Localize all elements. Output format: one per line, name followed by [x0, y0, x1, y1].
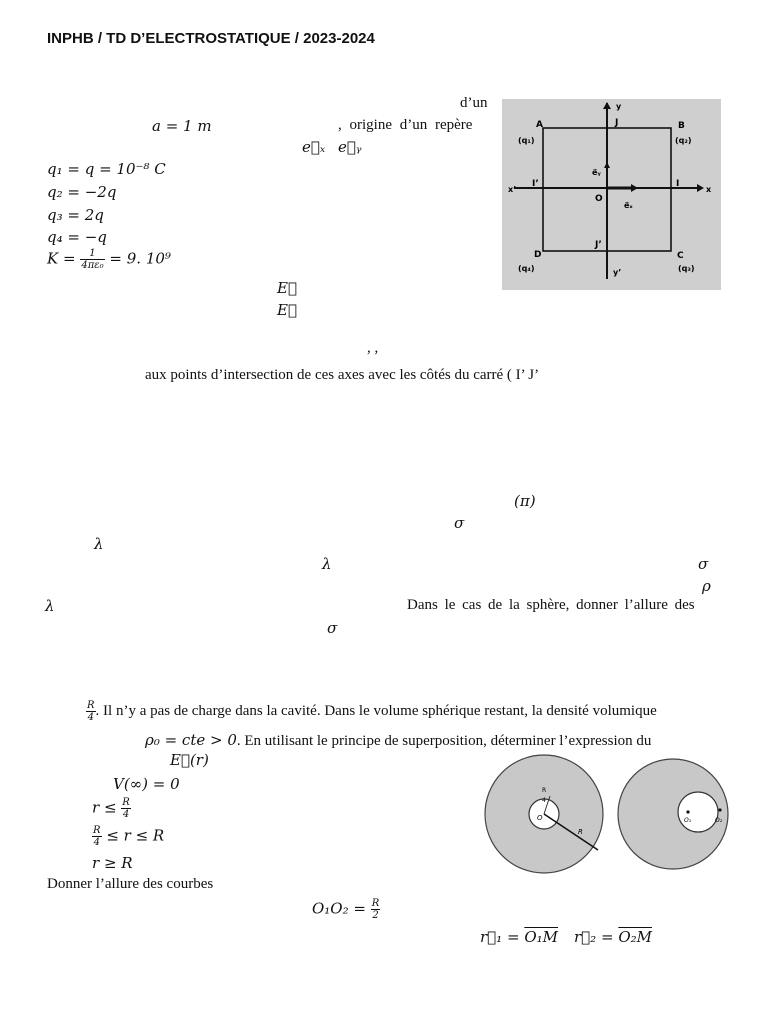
o1o2-label: O₁O₂ = — [312, 899, 366, 918]
charge-q4: q₄ = −q — [47, 228, 107, 246]
region-mid-num: R — [93, 825, 101, 836]
label-O1: O₁ — [684, 817, 692, 824]
label-q1: (q₁) — [518, 136, 535, 145]
sigma-1: σ — [454, 514, 465, 532]
lambda-3: λ — [45, 597, 55, 615]
square-charge-figure — [502, 99, 721, 290]
sphere-figures-svg — [480, 752, 730, 878]
label-D: D — [534, 250, 542, 260]
label-R-left: R — [578, 828, 583, 836]
o1o2-fraction — [371, 898, 381, 921]
range-mid: ≤ r ≤ R — [106, 826, 165, 845]
label-q4: (q₄) — [518, 264, 535, 273]
label-ey: e⃗ᵧ — [592, 168, 601, 177]
k-den: 4πε₀ — [81, 260, 104, 271]
o1o2-num: R — [371, 898, 380, 909]
field-vector-1: E⃗ — [277, 279, 297, 297]
ey-arrow-head — [604, 162, 610, 168]
commas: , , — [367, 340, 379, 356]
charge-q3: q₃ = 2q — [47, 206, 104, 224]
label-r4-den: 4 — [542, 797, 546, 804]
label-x-prime: x’ — [508, 185, 517, 194]
text-dun: d’un — [460, 95, 488, 111]
k-right: = 9. 10⁹ — [109, 249, 171, 268]
r-le: r ≤ — [92, 798, 117, 817]
label-y: y — [616, 102, 622, 111]
o1o2-distance — [312, 898, 380, 921]
r4-fraction — [86, 700, 96, 723]
r4-num: R — [87, 700, 95, 711]
unit-vector-ex: e⃗ₓ — [302, 138, 326, 156]
page-title: INPHB / TD D’ELECTROSTATIQUE / 2023-2024 — [47, 30, 375, 47]
k-num: 1 — [80, 248, 104, 260]
center-o1-dot — [686, 810, 689, 813]
label-A: A — [536, 120, 543, 130]
region-inner-num: R — [122, 797, 130, 808]
x-axis-arrow — [697, 184, 704, 192]
region-mid-fraction — [92, 825, 102, 848]
region-inner — [92, 797, 131, 820]
region-inner-fraction — [121, 797, 131, 820]
label-ex: e⃗ₓ — [624, 201, 633, 210]
charge-q2: q₂ = −2q — [47, 183, 117, 201]
label-J-prime: J’ — [595, 240, 602, 250]
label-O2: O₂ — [715, 817, 723, 824]
vector-r1 — [480, 928, 558, 946]
ex3-line2-text: . En utilisant le principe de superposition, déterminer l’expression du — [236, 733, 652, 749]
plane-pi: (π) — [514, 492, 536, 510]
ex3-line1-text: . Il n’y a pas de charge dans la cavité. Dans le volume sphérique restant, la densité volumique — [95, 702, 657, 719]
charge-q1: q₁ = q = 10⁻⁸ C — [47, 160, 166, 178]
sigma-2: σ — [698, 555, 709, 573]
square-figure-svg — [502, 99, 721, 290]
label-J: J — [615, 118, 619, 128]
side-length: a = 1 m — [152, 117, 212, 135]
label-I-prime: I’ — [532, 179, 539, 189]
text-intersection: aux points d’intersection de ces axes avec les côtés du carré ( I’ J’ — [145, 367, 540, 383]
lambda-2: λ — [322, 555, 332, 573]
unit-vector-ey: e⃗ᵧ — [338, 138, 362, 156]
region-middle — [92, 825, 164, 848]
field-Er: E⃗(r) — [170, 751, 209, 769]
rho: ρ — [702, 577, 711, 595]
y-axis-arrow — [603, 102, 611, 109]
label-x: x — [706, 185, 712, 194]
label-O: O — [595, 194, 603, 204]
rho0: ρ₀ = cte > 0 — [145, 731, 237, 749]
o1o2-den: 2 — [372, 910, 379, 921]
label-B: B — [678, 121, 685, 131]
lambda-1: λ — [94, 535, 104, 553]
sigma-3: σ — [327, 619, 338, 637]
ex3-line2 — [145, 731, 651, 750]
coulomb-constant — [47, 248, 171, 271]
region-inner-den: 4 — [122, 809, 130, 820]
cavity-right — [678, 792, 718, 832]
ex-arrow-head — [631, 184, 638, 192]
text-sphere: Dans le cas de la sphère, donner l’allure des — [407, 597, 695, 613]
r4-den: 4 — [87, 712, 94, 723]
potential-infinity: V(∞) = 0 — [113, 775, 180, 793]
k-fraction — [80, 248, 104, 271]
region-mid-den: 4 — [93, 837, 100, 848]
o2m: O₂M — [618, 928, 652, 946]
label-C: C — [677, 251, 684, 261]
r1-label: r⃗₁ = — [480, 928, 520, 946]
label-I: I — [676, 179, 680, 189]
label-y-prime: y’ — [613, 268, 622, 277]
o1m: O₁M — [524, 928, 558, 946]
center-o2-dot — [718, 808, 721, 811]
field-vector-2: E⃗ — [277, 301, 297, 319]
label-O-left: O — [537, 814, 543, 822]
text-curves: Donner l’allure des courbes — [47, 876, 214, 892]
ex3-line1 — [86, 700, 657, 723]
sphere-figures — [480, 752, 730, 883]
k-left: K = — [47, 249, 76, 268]
label-q3: (q₃) — [678, 264, 695, 273]
label-r4-num: R — [542, 787, 547, 794]
vector-r2 — [574, 928, 652, 946]
label-q2: (q₂) — [675, 136, 692, 145]
r2-label: r⃗₂ = — [574, 928, 614, 946]
region-outer: r ≥ R — [92, 854, 133, 872]
text-origin: , origine d’un repère — [338, 117, 473, 133]
